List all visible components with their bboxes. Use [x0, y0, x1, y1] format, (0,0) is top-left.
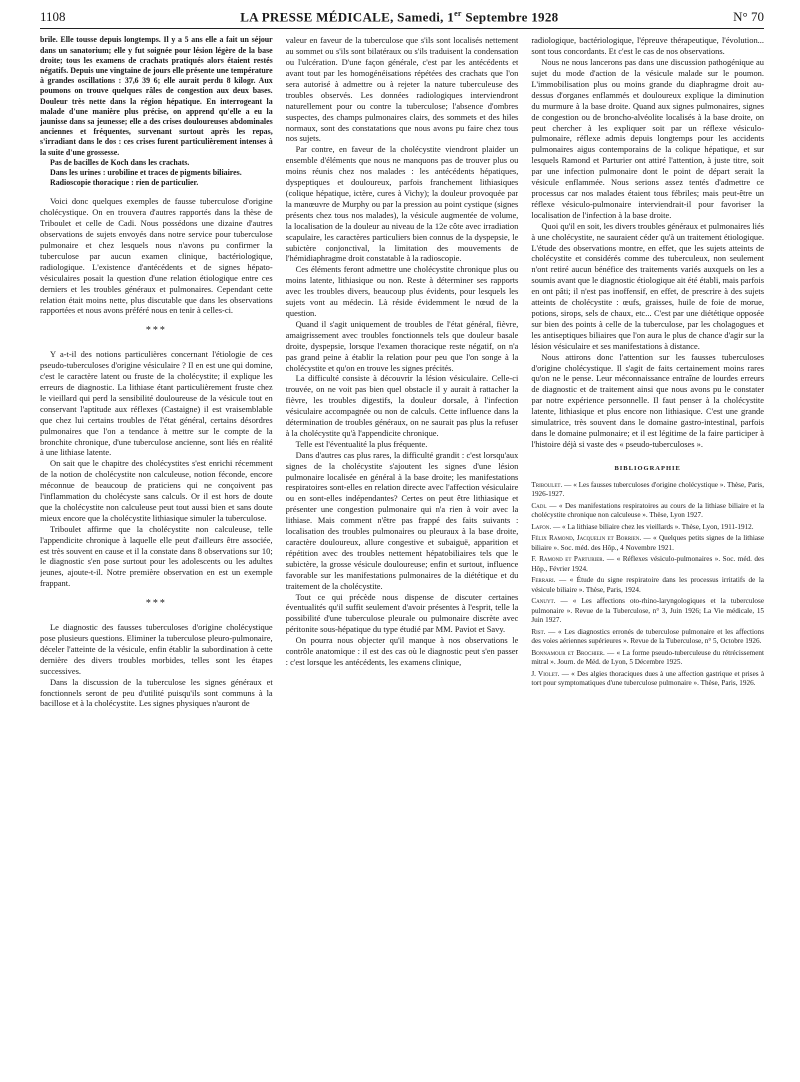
- paragraph: Nous attirons donc l'attention sur les fausses tuberculoses d'origine cholécystique. Il s'agit de faits certainement moins rares qu'on ne le pense. Leur méconnaissance entraîne de lourdes erreurs de diagnostic et de traitement ainsi que nous avons pu le constater par notre expérience personnelle. Il faut penser à la cholécystite latente, lithiasique et plus encore non lithiasique. C'est une grande simulatrice, très souvent dans le domaine gastro-intestinal, parfois dans le domaine pulmonaire; et il est légitime de la faire participer à l'histoire déjà si vaste des « pseudo-tuberculoses ».: [531, 351, 764, 449]
- bibliography-author: Canuyt.: [531, 597, 556, 606]
- bibliography-text: — « Quelques petits signes de la lithiase biliaire ». Soc. méd. des Hôp., 4 Novembre 1921.: [531, 534, 764, 552]
- bibliography-entry: [531, 481, 764, 499]
- bibliography-text: — « Les diagnostics erronés de tuberculose pulmonaire et les affections des voies aériennes supérieures ». Revue de la Tuberculose, n° 5, Octobre 1926.: [531, 627, 764, 645]
- journal-title-main: LA PRESSE MÉDICALE, Samedi, 1: [240, 9, 455, 25]
- journal-title-sup: er: [454, 9, 462, 18]
- paragraph: Nous ne nous lancerons pas dans une discussion pathogénique au sujet du mode d'action de la vésicule malade sur le poumon. L'immobilisation plus ou moins grande du diaphragme droit au-dessus d'organes enflammés et douloureux explique la diminution du murmure à la base droite. Quand aux signes pulmonaires, signes de congestion ou de broncho-alvéolite localisés à la base droite, on peut chercher à les expliquer soit par un réflexe vésiculo-pulmonaire, réflexe admis depuis longtemps pour les accidents pulmonaires aigus contemporains de la colique hépatique, et sur lesquels Ramond et Parturier ont attiré l'attention, à juste titre, soit par une infection pulmonaire dont le point de départ serait la vésicule enflammée. Nous serions assez tentés d'admettre ce processus car nos malades étaient tous fébriles; mais peut-être un réflexe vésiculo-pulmonaire interviendrait-il pour favoriser la localisation de l'infection à la base droite.: [531, 57, 764, 220]
- paragraph: Ces éléments feront admettre une cholécystite chronique plus ou moins latente, lithiasique ou non. Reste à déterminer ses rapports avec les troubles divers, beaucoup plus évidents, pour lesquels les sujets vont au médecin. Là réside évidemment le nœud de la question.: [285, 264, 519, 318]
- bibliography-text: — « Réflexes vésiculo-pulmonaires ». Soc. méd. des Hôp., Février 1924.: [531, 555, 764, 573]
- bibliography-text: — « Les fausses tuberculoses d'origine cholécystique ». Thèse, Paris, 1926-1927.: [531, 480, 764, 498]
- paragraph: Par contre, en faveur de la cholécystite viendront plaider un ensemble d'éléments que nous ne manquons pas de trouver plus ou moins réunis chez nos malades : les antécédents hépatiques, dyspeptiques et douloureux, parfois franchement lithiasiques (colique hépatique, ictère, cures à Vichy); la douleur provoquée par la manœuvre de Murphy ou par la pression au point cystique (signes présents chez tous nos malades), la vésicule augmentée de volume, la localisation de la douleur au niveau de la 12e côte avec irradiation scapulaire, les caractères particuliers bien connus de la dyspepsie, le subictère conjonctival, la limitation des mouvements de l'hémidiaphragme droit constatable à la radioscopie.: [285, 144, 519, 264]
- bibliography-text: — « La forme pseudo-tuberculeuse du rétrécissement mitral ». Journ. de Méd. de Lyon, 5 Décembre 1925.: [531, 648, 764, 666]
- paragraph: radiologique, bactériologique, l'épreuve thérapeutique, l'évolution... sont tous concordants. Et c'est le cas de nos observations.: [531, 35, 764, 57]
- paragraph: Triboulet affirme que la cholécystite non calculeuse, telle l'appendicite chronique à laquelle elle peut d'ailleurs être associée, est très souvent en cause et il la constate dans 8 observations sur 10; le diagnostic s'en pose surtout pour les adolescents ou les adultes jeunes, ajoute-t-il. Notre première observation en est un exemple frappant.: [40, 523, 273, 589]
- bibliography-text: — « Des algies thoraciques dues à une affection gastrique et prises à tort pour symptomatiques d'une tuberculose pulmonaire ». Thèse, Paris, 1926.: [531, 669, 764, 687]
- bibliography-entry: [531, 534, 764, 552]
- bibliography-list: [531, 481, 764, 688]
- paragraph: Dans d'autres cas plus rares, la difficulté grandit : c'est lorsqu'aux signes de la cholécystite s'ajoutent les signes d'une lésion pulmonaire localisée en général à la base droite; les manifestations respiratoires sont-elles en relation directe avec l'affection vésiculaire ou en sont-elles indépendantes? Certes on peut être lithiasique et présenter une congestion pulmonaire qui n'a rien à voir avec la lithiase. Mais comment n'être pas frappé des faits suivants : localisation des troubles pulmonaires ou pleuraux à la base droite, caractère douloureux, allure congestive et subaiguë, apparition et répétition avec des troubles nettement hépatobiliaires tels que le subictère, la grosse vésicule douloureuse; enfin et surtout, influence favorable sur les manifestations pulmonaires de la diététique et du traitement de la cholécystite.: [285, 449, 519, 591]
- bibliography-author: Ferrari.: [531, 576, 556, 585]
- paragraph: Quoi qu'il en soit, les divers troubles généraux et pulmonaires liés à une cholécystite, ne sauraient céder qu'à un traitement étiologique. L'étude des observations montre, en effet, que les sujets atteints de cholécystite et considérés comme des tuberculeux, non seulement n'ont retiré aucun bénéfice des traitements variés auxquels on les a soumis avant que le diagnostic étiologique ait été établi, mais parfois en ont pâti; il n'est pas inoffensif, en effet, de prescrire à des sujets atteints de cholécystite : œufs, graisses, huile de foie de morue, potions, sirops, sels de chaux, etc... C'est par une diététique opposée sur bien des points à celle de la tuberculose, par les cholagogues et les antiseptiques biliaires que l'on aura le plus de chance d'agir sur la lésion vésiculaire et ses manifestations à distance.: [531, 220, 764, 351]
- paragraph: Pas de bacilles de Koch dans les crachats.: [50, 157, 190, 167]
- paragraph: Le diagnostic des fausses tuberculoses d'origine cholécystique pose plusieurs questions. Eliminer la tuberculose pleuro-pulmonaire, déceler l'atteinte de la vésicule, enfin établir la subordination à cette dernière des divers troubles morbides, telles sont les étapes successives.: [40, 622, 273, 676]
- paragraph: Radioscopie thoracique : rien de particulier.: [50, 178, 199, 188]
- bibliography-author: Rist.: [531, 627, 546, 636]
- bibliography-entry: [531, 502, 764, 520]
- paragraph: Tout ce qui précède nous dispense de discuter certaines éventualités qu'il suffit seulement d'avoir présentes à l'esprit, telle la possibilité d'une tuberculose pleurale ou pulmonaire discrète avec péritonite sous-hépatique du type étudié par MM. Paviot et Savy.: [285, 591, 519, 635]
- column-1: [40, 35, 273, 1075]
- bibliography-entry: [531, 670, 764, 688]
- bibliography-author: Félix Ramond, Jacquelin et Borrien.: [531, 534, 642, 543]
- bibliography-entry: [531, 597, 764, 625]
- paragraph: On pourra nous objecter qu'il manque à nos observations le contrôle anatomique : il est des cas où le diagnostic peut s'en passer : c'est lorsque les antécédents, les examens clinique,: [285, 635, 519, 667]
- article-columns: [40, 35, 764, 1075]
- paragraph: Dans la discussion de la tuberculose les signes généraux et fonctionnels seront de peu d'utilité puisqu'ils sont communs à la bacillose et à la cholécystite. Les signes physiques n'auront de: [40, 676, 273, 709]
- paragraph: brile. Elle tousse depuis longtemps. Il y a 5 ans elle a fait un séjour dans un sanatorium; elle y fut soignée pour lésion légère de la base droite; tous les examens de crachats pratiqués alors étaient restés négatifs. Depuis une vingtaine de jours elle présente une température à grandes oscillations : 37,6 39 6; elle aurait perdu 8 kilogr. Aux poumons on trouve quelques râles de congestion aux deux bases. Douleur très nette dans la région hépatique. En interrogeant la malade d'une manière plus précise, on apprend qu'elle a eu la jaunisse dans sa jeunesse; elle a des crises douloureuses abdominales anciennes et fréquentes, survenant surtout après les repas, s'irradiant dans le dos : ces crises furent particulièrement intenses à la suite d'une grossesse.: [40, 35, 273, 157]
- bibliography-author: J. Violet.: [531, 669, 560, 678]
- section-separator: ***: [145, 598, 167, 610]
- column-3: [531, 35, 764, 1075]
- journal-title: [240, 6, 558, 25]
- bibliography-author: Cadi.: [531, 501, 547, 510]
- paragraph: Dans les urines : urobiline et traces de pigments biliaires.: [50, 167, 242, 177]
- page-header: [40, 6, 764, 29]
- paragraph: Quand il s'agit uniquement de troubles de l'état général, fièvre, amaigrissement avec troubles fonctionnels tels que douleur basale droite, dyspepsie, lorsque l'examen thoracique reste négatif, on n'a pas grand peine à établir la relation pour peu que l'on songe à la cholécystite et qu'on en trouve les signes précités.: [285, 318, 519, 373]
- bibliography-entry: [531, 628, 764, 646]
- paragraph: Y a-t-il des notions particulières concernant l'étiologie de ces pseudo-tuberculoses d'origine vésiculaire ? Il en est une qui domine, c'est le caractère latent ou fruste de la cholécystite; il explique les erreurs de diagnostic. La lithiase étant particulièrement fruste chez le vieillard qui perd la sensibilité douloureuse de la vésicule tout en conservant l'aptitude aux réflexes (Castaigne) il est vraisemblable que chez lui certains troubles de l'état général, certains désordres pulmonaires que l'on a tendance à mettre sur le compte de la bronchite chronique, d'une tuberculose ancienne, sont liés en réalité à une lithiase latente.: [40, 349, 273, 458]
- bibliography-author: Lafon.: [531, 522, 552, 531]
- bibliography-entry: [531, 523, 764, 532]
- bibliography-entry: [531, 576, 764, 594]
- journal-title-date: Septembre 1928: [461, 9, 559, 25]
- bibliography-author: F. Ramond et Parturier.: [531, 555, 605, 564]
- paragraph: On sait que le chapitre des cholécystites s'est enrichi récemment de la notion de cholécystite non calculeuse, notion féconde, encore méconnue de beaucoup de praticiens qui ne conçoivent pas l'inflammation du cholécyste sans calculs. Or il est hors de doute que la cholécystite non calculeuse peut tout aussi bien et sans doute mieux encore que la cholécystite lithiasique simuler la tuberculose.: [40, 458, 273, 523]
- paragraph: Telle est l'éventualité la plus fréquente.: [295, 438, 428, 449]
- bibliography-title: BIBLIOGRAPHIE: [614, 464, 681, 472]
- paragraph: Voici donc quelques exemples de fausse tuberculose d'origine cholécystique. On en trouvera d'autres rapportés dans la thèse de Triboulet et celle de Cadi. Nous possédons une dizaine d'autres observations de sujets envoyés dans notre service pour tuberculose pulmonaire et chez lesquels nous n'avons pu confirmer la tuberculose par aucun examen clinique, bactériologique, radiologique. L'existence d'antécédents et de signes hépato-vésiculaires posait la question d'une relation étiologique entre ces derniers et les troubles généraux et pulmonaires. Cependant cette relation était moins nette, plus discutable que dans les observations rapportées et nous avons préféré nous en tenir à celles-ci.: [40, 196, 273, 316]
- bibliography-text: — « Des manifestations respiratoires au cours de la lithiase biliaire et la cholécystite chronique non calculeuse ». Thèse, Lyon 1927.: [531, 501, 764, 519]
- paragraph: La difficulté consiste à découvrir la lésion vésiculaire. Celle-ci trouvée, on ne voit pas bien quel obstacle il y aurait à rattacher la fièvre, les troubles digestifs, la douleur dorsale, à l'infection vésiculaire accompagnée ou non de calculs. Cette influence dans la détermination de troubles généraux, on ne saurait pas plus la refuser à la cholécystite qu'à l'appendicite chronique.: [285, 373, 519, 438]
- column-2: [286, 35, 519, 1075]
- bibliography-text: — « Étude du signe respiratoire dans les processus irritatifs de la vésicule biliaire ». Thèse, Paris, 1924.: [531, 576, 764, 594]
- paragraph: valeur en faveur de la tuberculose que s'ils sont localisés nettement au sommet ou s'ils sont bilatéraux ou s'ils traduisent la condensation ou l'ulcération. D'une façon générale, c'est par les antécédents et avant tout par les homogénéisations répétées des crachats que l'on sera autorisé à admettre ou à rejeter la nature tuberculeuse des troubles observés. Les données radiologiques interviendront naturellement pour ou contre la tuberculose; l'absence d'ombres suspectes, des champs pulmonaires clairs, des sommets et des hiles normaux, sont des constatations que nous avons pu faire chez tous nos sujets.: [285, 35, 519, 144]
- section-separator: ***: [145, 325, 167, 337]
- bibliography-entry: [531, 555, 764, 573]
- bibliography-text: — « Les affections oto-rhino-laryngologiques et la tuberculose pulmonaire ». Revue de la Tuberculose, n° 3, Juin 1926; La Vie médicale, 15 Juin 1927.: [531, 597, 764, 624]
- page-number: 1108: [40, 9, 66, 25]
- issue-number: N° 70: [733, 9, 764, 25]
- bibliography-author: Triboulet.: [531, 480, 563, 489]
- bibliography-entry: [531, 649, 764, 667]
- bibliography-author: Bonnamour et Brochier.: [531, 648, 605, 657]
- bibliography-text: — « La lithiase biliaire chez les vieillards ». Thèse, Lyon, 1911-1912.: [551, 522, 754, 531]
